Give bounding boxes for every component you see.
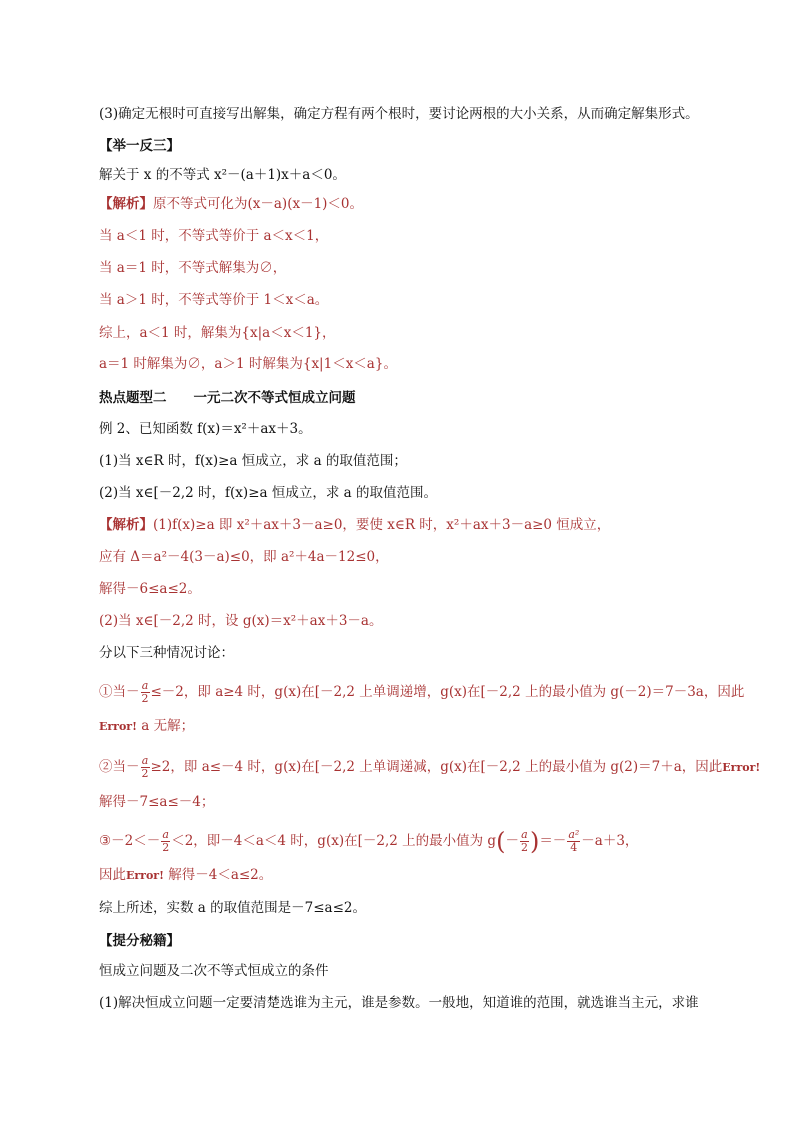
error-marker: Error! xyxy=(722,761,761,774)
fraction-denominator: 2 xyxy=(141,767,149,780)
solution-line-4: 当 a＞1 时，不等式等价于 1＜x＜a。 xyxy=(99,292,329,308)
tips-line-1: (1)解决恒成立问题一定要清楚选谁为主元，谁是参数。一般地，知道谁的范围，就选谁当主元，求谁 xyxy=(99,995,699,1011)
case-3-prefix: ③－2＜－ xyxy=(99,833,161,849)
conclusion: 综上所述，实数 a 的取值范围是－7≤a≤2。 xyxy=(99,900,366,916)
case-1-prefix: ①当－ xyxy=(99,684,140,700)
fraction-a-over-2 xyxy=(161,829,170,854)
para-line-1: (3)确定无根时可直接写出解集，确定方程有两个根时，要讨论两根的大小关系，从而确定解集形式。 xyxy=(99,106,699,122)
fraction-denominator: 2 xyxy=(162,841,170,854)
fraction-a-over-2 xyxy=(141,755,150,780)
minus-sign: － xyxy=(505,833,519,849)
right-paren: ) xyxy=(529,827,540,856)
solution2-line-3: 解得－6≤a≤2。 xyxy=(99,581,201,597)
solution2-line-1 xyxy=(99,516,610,534)
fraction-denominator: 4 xyxy=(570,841,578,854)
case-2 xyxy=(99,755,760,780)
error-marker: Error! xyxy=(126,869,164,882)
example-2-part-1: (1)当 x∈R 时，f(x)≥a 恒成立，求 a 的取值范围； xyxy=(99,453,407,469)
case-3-eq: ＝－ xyxy=(539,833,567,849)
solution-tag: 【解析】 xyxy=(99,196,153,212)
fraction-numerator: a xyxy=(521,828,528,841)
tips-title: 恒成立问题及二次不等式恒成立的条件 xyxy=(99,963,329,979)
case-1-cont xyxy=(99,717,194,736)
case-3-text: ＜2，即－4＜a＜4 时，g(x)在[－2,2 上的最小值为 g xyxy=(171,833,497,849)
case-intro: 分以下三种情况讨论： xyxy=(99,645,234,661)
solution-line-3: 当 a＝1 时，不等式解集为∅， xyxy=(99,260,287,276)
fraction-numerator: a xyxy=(141,754,149,767)
solution2-line-2: 应有 Δ＝a²－4(3－a)≤0，即 a²＋4a－12≤0， xyxy=(99,549,389,565)
case-2-prefix: ②当－ xyxy=(99,759,140,775)
case-2-text: ≥2，即 a≤－4 时，g(x)在[－2,2 上单调递减，g(x)在[－2,2 上的最小值为 g(2)＝7＋a，因此 xyxy=(150,759,723,775)
section-heading-hot-topic-2: 热点题型二 一元二次不等式恒成立问题 xyxy=(99,390,356,406)
example-2: 例 2、已知函数 f(x)＝x²＋ax＋3。 xyxy=(99,421,312,437)
fraction-a2-over-4 xyxy=(567,829,580,854)
fraction-numerator: a xyxy=(162,828,169,841)
fraction-a-over-2 xyxy=(141,680,150,705)
solution2-line-4: (2)当 x∈[－2,2 时，设 g(x)＝x²＋ax＋3－a。 xyxy=(99,613,383,629)
solution-line-6: a＝1 时解集为∅，a＞1 时解集为{x|1＜x＜a}。 xyxy=(99,356,397,372)
fraction-denominator: 2 xyxy=(141,692,149,705)
case-3-cont xyxy=(99,866,272,885)
left-paren: ( xyxy=(496,827,506,856)
case-2-cont: 解得－7≤a≤－4； xyxy=(99,794,215,810)
solution2-tag: 【解析】 xyxy=(99,517,153,533)
section-heading-practice: 【举一反三】 xyxy=(99,138,180,154)
fraction-numerator: a xyxy=(141,679,149,692)
case-3 xyxy=(99,829,638,854)
solution-line-1 xyxy=(99,195,363,213)
error-marker: Error! xyxy=(99,720,137,733)
case-3-tail: －a＋3， xyxy=(581,833,639,849)
solution-text: 原不等式可化为(x－a)(x－1)＜0。 xyxy=(153,196,364,212)
fraction-numerator: a² xyxy=(568,828,580,841)
case-3-cont-prefix: 因此 xyxy=(99,867,126,883)
case-1 xyxy=(99,680,744,705)
case-1-text: ≤－2，即 a≥4 时，g(x)在[－2,2 上单调递增，g(x)在[－2,2 上的最小值为 g(－2)＝7－3a，因此 xyxy=(150,684,745,700)
fraction-denominator: 2 xyxy=(520,841,528,854)
case-1-cont-text: a 无解； xyxy=(136,718,195,734)
fraction-a-over-2 xyxy=(520,829,529,854)
solution2-text: (1)f(x)≥a 即 x²＋ax＋3－a≥0，要使 x∈R 时，x²＋ax＋3－a≥0 恒成立， xyxy=(153,517,611,533)
problem-statement: 解关于 x 的不等式 x²－(a＋1)x＋a＜0。 xyxy=(99,167,346,183)
solution-line-5: 综上，a＜1 时，解集为{x|a＜x＜1}， xyxy=(99,325,336,341)
solution-line-2: 当 a＜1 时，不等式等价于 a＜x＜1， xyxy=(99,228,329,244)
example-2-part-2: (2)当 x∈[－2,2 时，f(x)≥a 恒成立，求 a 的取值范围。 xyxy=(99,485,437,501)
section-heading-tips: 【提分秘籍】 xyxy=(99,933,180,949)
case-3-cont-text: 解得－4＜a≤2。 xyxy=(163,867,273,883)
